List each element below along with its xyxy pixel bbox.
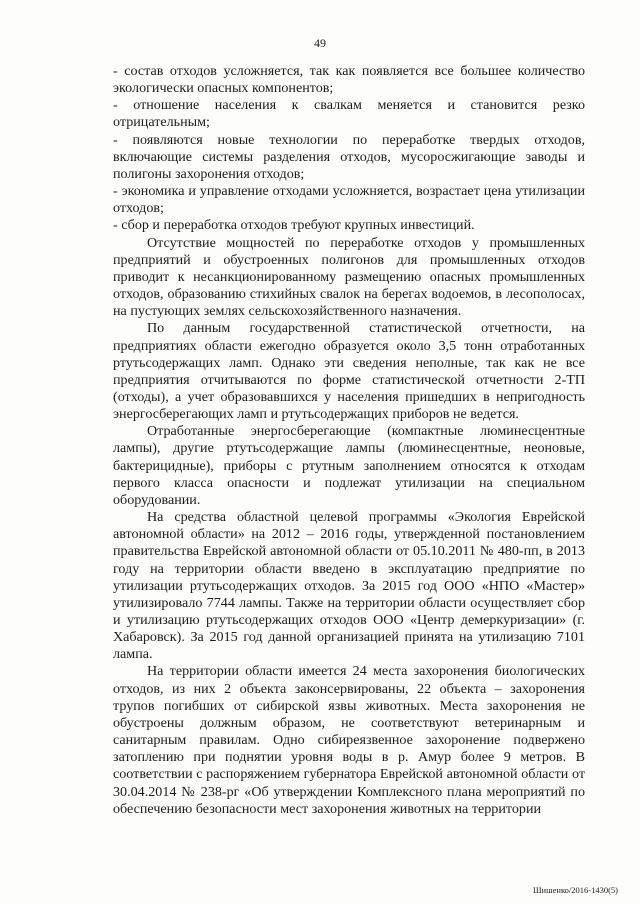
paragraph: Отсутствие мощностей по переработке отходов у промышленных предприятий и обустроенных полигонов для промышленных отходов приводит к несанкционированному размещению опасных промышленных отходов, образованию стихийных свалок на берегах водоемов, в лесополосах, на пустующих землях сельскохозяйственного назначения. xyxy=(113,234,585,320)
paragraph: Отработанные энергосберегающие (компактные люминесцентные лампы), другие ртутьсодержащие лампы (люминесцентные, неоновые, бактерицидные), приборы с ртутным заполнением относятся к отходам первого класса опасности и подлежат утилизации на специальном оборудовании. xyxy=(113,423,585,508)
paragraph: На средства областной целевой программы «Экология Еврейской автономной области» на 2012 – 2016 годы, утвержденной постановлением правительства Еврейской автономной области от 05.10.2011 № 480-пп, в 2013 году на территории области введено в эксплуатацию предприятие по утилизации ртутьсодержащих отходов. За 2015 год ООО «НПО «Мастер» утилизировало 7744 лампы. Также на территории области осуществляет сбор и утилизацию ртутьсодержащих отходов ООО «Центр демеркуризации» (г. Хабаровск). За 2015 год данной организацией принята на утилизацию 7101 лампа. xyxy=(113,509,585,663)
paragraph: - сбор и переработка отходов требуют крупных инвестиций. xyxy=(113,217,475,234)
document-body xyxy=(113,63,585,818)
paragraph: По данным государственной статистической отчетности, на предприятиях области ежегодно образуется около 3,5 тонн отработанных ртутьсодержащих ламп. Однако эти сведения неполные, так как не все предприятия отчитываются по форме статистической отчетности 2-ТП (отходы), а учет образовавшихся у населения пришедших в непригодность энергосберегающих ламп и ртутьсодержащих приборов не ведется. xyxy=(113,320,585,423)
paragraph: - появляются новые технологии по переработке твердых отходов, включающие системы разделения отходов, мусоросжигающие заводы и полигоны захоронения отходов; xyxy=(113,131,585,182)
paragraph: На территории области имеется 24 места захоронения биологических отходов, из них 2 объекта законсервированы, 22 объекта – захоронения трупов погибших от сибирской язвы животных. Места захоронения не обустроены должным образом, не соответствуют ветеринарным и санитарным правилам. Одно сибиреязвенное захоронение подвержено затоплению при поднятии уровня воды в р. Амур более 9 метров. В соответствии с распоряжением губернатора Еврейской автономной области от 30.04.2014 № 238-рг «Об утверждении Комплексного плана мероприятий по обеспечению безопасности мест захоронения животных на территории xyxy=(113,663,585,817)
document-footer-code: Шишенко/2016-1430(5) xyxy=(532,885,618,895)
page-number: 49 xyxy=(314,36,326,50)
paragraph: - состав отходов усложняется, так как появляется все большее количество экологически опасных компонентов; xyxy=(113,63,585,97)
paragraph: - отношение населения к свалкам меняется и становится резко отрицательным; xyxy=(113,97,585,131)
paragraph: - экономика и управление отходами усложняется, возрастает цена утилизации отходов; xyxy=(113,183,585,217)
